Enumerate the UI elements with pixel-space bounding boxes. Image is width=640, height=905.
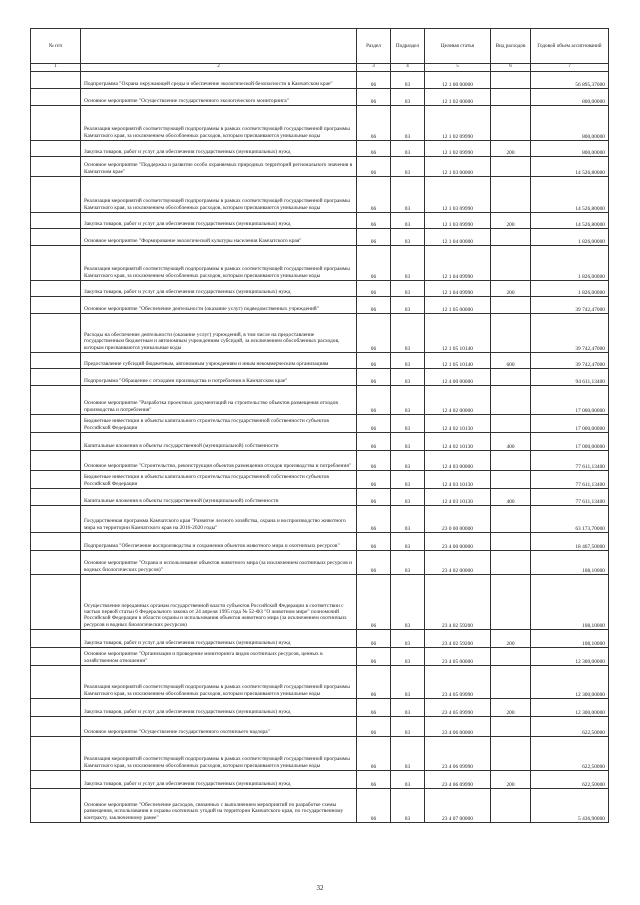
- row-name-cell: Основное мероприятие "Организация и проведение мониторинга видов охотничьих ресурсов, ценных в хозяйственном отношении": [81, 648, 357, 666]
- table-row: [31, 737, 609, 771]
- row-tsel-cell: 23 4 06 00000: [425, 717, 491, 737]
- table-row: [31, 297, 609, 314]
- row-number-cell: [31, 386, 81, 415]
- row-sum-cell: 63 173,70000: [531, 506, 609, 533]
- row-number-cell: [31, 737, 81, 771]
- row-name-cell: Закупка товаров, работ и услуг для обеспечения государственных (муниципальных) нужд: [81, 141, 357, 157]
- table-row: [31, 699, 609, 717]
- row-sum-cell: 800,00000: [531, 106, 609, 141]
- row-podrazdel-cell: 03: [391, 630, 425, 648]
- row-podrazdel-cell: 03: [391, 451, 425, 471]
- row-tsel-cell: 12 1 04 09990: [425, 281, 491, 297]
- row-razdel-cell: 06: [357, 213, 391, 229]
- row-tsel-cell: 23 4 06 09990: [425, 737, 491, 771]
- row-vid-cell: 200: [491, 699, 531, 717]
- row-razdel-cell: 06: [357, 246, 391, 281]
- row-vid-cell: 600: [491, 353, 531, 369]
- header-razdel: Раздел: [357, 29, 391, 64]
- row-sum-cell: 1 826,00000: [531, 281, 609, 297]
- row-podrazdel-cell: 03: [391, 281, 425, 297]
- row-number-cell: [31, 506, 81, 533]
- row-razdel-cell: 06: [357, 89, 391, 106]
- row-sum-cell: 5 436,90000: [531, 789, 609, 823]
- table-row: [31, 451, 609, 471]
- row-podrazdel-cell: 03: [391, 213, 425, 229]
- row-name-cell: Государственная программа Камчатского края "Развитие лесного хозяйства, охрана и воспроизводство животного мира на территории Камчатского края на 2016-2020 годы": [81, 506, 357, 533]
- row-number-cell: [31, 666, 81, 699]
- row-vid-cell: [491, 229, 531, 246]
- row-podrazdel-cell: 03: [391, 177, 425, 213]
- row-razdel-cell: 06: [357, 177, 391, 213]
- row-sum-cell: 77 611,13400: [531, 451, 609, 471]
- row-vid-cell: [491, 789, 531, 823]
- row-name-cell: Основное мероприятие "Осуществление государственного охотничьего надзора": [81, 717, 357, 737]
- row-number-cell: [31, 177, 81, 213]
- header-num: № п/п: [31, 29, 81, 64]
- row-vid-cell: 200: [491, 630, 531, 648]
- row-sum-cell: 17 000,00000: [531, 433, 609, 451]
- table-row: [31, 533, 609, 551]
- column-index: 4: [391, 64, 425, 72]
- row-razdel-cell: 06: [357, 551, 391, 575]
- row-name-cell: Подпрограмма "Обращение с отходами производства и потребления в Камчатском крае": [81, 369, 357, 386]
- row-sum-cell: 622,50000: [531, 771, 609, 789]
- table-row: [31, 789, 609, 823]
- row-vid-cell: [491, 72, 531, 89]
- row-vid-cell: [491, 551, 531, 575]
- row-number-cell: [31, 89, 81, 106]
- row-podrazdel-cell: 03: [391, 489, 425, 506]
- row-sum-cell: 18 467,50000: [531, 533, 609, 551]
- row-number-cell: [31, 489, 81, 506]
- row-tsel-cell: 12 4 02 10130: [425, 433, 491, 451]
- row-tsel-cell: 23 4 07 00000: [425, 789, 491, 823]
- row-razdel-cell: 06: [357, 281, 391, 297]
- table-row: [31, 648, 609, 666]
- row-vid-cell: [491, 506, 531, 533]
- row-name-cell: Реализация мероприятий соответствующей подпрограммы в рамках соответствующей государственной программы Камчатского края, за исключением обособленных расходов, которым присваиваются уникальные коды: [81, 246, 357, 281]
- row-podrazdel-cell: 03: [391, 89, 425, 106]
- row-sum-cell: 108,10000: [531, 630, 609, 648]
- row-tsel-cell: 12 1 03 00000: [425, 157, 491, 177]
- row-podrazdel-cell: 03: [391, 648, 425, 666]
- row-vid-cell: [491, 246, 531, 281]
- row-razdel-cell: 06: [357, 415, 391, 433]
- row-vid-cell: [491, 415, 531, 433]
- row-number-cell: [31, 157, 81, 177]
- row-razdel-cell: 06: [357, 297, 391, 314]
- row-tsel-cell: 23 4 02 59200: [425, 575, 491, 630]
- row-vid-cell: [491, 737, 531, 771]
- row-name-cell: Осуществление переданных органам государственной власти субъектов Российской Федерации в соответствии с частью первой статьи 6 Федерального закона от 24 апреля 1995 года № 52-ФЗ "О животном мире" полномочий Российской Федерации в области охраны и использования объектов животного мира (за исключением охотничьих ресурсов и водных биологических ресурсов): [81, 575, 357, 630]
- table-row: [31, 717, 609, 737]
- row-name-cell: Подпрограмма "Охрана окружающей среды и обеспечение экологической безопасности в Камчатском крае": [81, 72, 357, 89]
- header-name: [81, 29, 357, 64]
- table-row: [31, 551, 609, 575]
- row-sum-cell: 108,10000: [531, 575, 609, 630]
- row-podrazdel-cell: 03: [391, 699, 425, 717]
- row-vid-cell: [491, 717, 531, 737]
- row-tsel-cell: 12 1 02 09990: [425, 106, 491, 141]
- row-name-cell: Закупка товаров, работ и услуг для обеспечения государственных (муниципальных) нужд: [81, 281, 357, 297]
- row-sum-cell: 77 611,13400: [531, 471, 609, 489]
- row-number-cell: [31, 229, 81, 246]
- row-podrazdel-cell: 03: [391, 506, 425, 533]
- row-podrazdel-cell: 03: [391, 717, 425, 737]
- row-vid-cell: [491, 177, 531, 213]
- row-tsel-cell: 12 4 03 00000: [425, 451, 491, 471]
- row-tsel-cell: 23 4 02 00000: [425, 551, 491, 575]
- row-name-cell: Основное мероприятие "Обеспечение деятельности (оказание услуг) подведомственных учреждений": [81, 297, 357, 314]
- row-name-cell: Основное мероприятие "Охрана и использование объектов животного мира (за исключением охотничьих ресурсов и водных биологических ресурсов)": [81, 551, 357, 575]
- column-index: 1: [31, 64, 81, 72]
- row-razdel-cell: 06: [357, 106, 391, 141]
- row-vid-cell: [491, 89, 531, 106]
- row-podrazdel-cell: 03: [391, 314, 425, 353]
- header-podrazdel: Подраздел: [391, 29, 425, 64]
- table-row: [31, 415, 609, 433]
- row-name-cell: Основное мероприятие "Поддержка и развитие особо охраняемых природных территорий регионального значения в Камчатском крае": [81, 157, 357, 177]
- row-podrazdel-cell: 03: [391, 551, 425, 575]
- row-tsel-cell: 12 1 02 09990: [425, 141, 491, 157]
- header-tsel: Целевая статья: [425, 29, 491, 64]
- row-vid-cell: [491, 106, 531, 141]
- row-sum-cell: 622,50000: [531, 717, 609, 737]
- row-razdel-cell: 06: [357, 789, 391, 823]
- row-name-cell: Капитальные вложения в объекты государственной (муниципальной) собственности: [81, 489, 357, 506]
- row-podrazdel-cell: 03: [391, 433, 425, 451]
- row-vid-cell: 200: [491, 213, 531, 229]
- row-sum-cell: 800,00000: [531, 141, 609, 157]
- row-number-cell: [31, 106, 81, 141]
- row-tsel-cell: 12 4 02 10130: [425, 415, 491, 433]
- table-row: [31, 246, 609, 281]
- table-row: [31, 314, 609, 353]
- row-sum-cell: 17 000,00000: [531, 386, 609, 415]
- table-row: [31, 666, 609, 699]
- column-index: 5: [425, 64, 491, 72]
- row-vid-cell: 400: [491, 433, 531, 451]
- row-number-cell: [31, 281, 81, 297]
- row-tsel-cell: 12 1 04 09990: [425, 246, 491, 281]
- row-tsel-cell: 23 4 06 09990: [425, 771, 491, 789]
- row-razdel-cell: 06: [357, 369, 391, 386]
- row-number-cell: [31, 471, 81, 489]
- row-vid-cell: 200: [491, 141, 531, 157]
- row-razdel-cell: 06: [357, 737, 391, 771]
- row-number-cell: [31, 246, 81, 281]
- row-sum-cell: 56 895,37000: [531, 72, 609, 89]
- row-sum-cell: 1 826,00000: [531, 229, 609, 246]
- row-razdel-cell: 06: [357, 141, 391, 157]
- row-razdel-cell: 06: [357, 386, 391, 415]
- row-podrazdel-cell: 03: [391, 246, 425, 281]
- row-tsel-cell: 12 4 00 00000: [425, 369, 491, 386]
- column-index: 6: [491, 64, 531, 72]
- row-name-cell: Основное мероприятие "Осуществление государственного экологического мониторинга": [81, 89, 357, 106]
- row-name-cell: Закупка товаров, работ и услуг для обеспечения государственных (муниципальных) нужд: [81, 213, 357, 229]
- row-podrazdel-cell: 03: [391, 369, 425, 386]
- row-name-cell: Закупка товаров, работ и услуг для обеспечения государственных (муниципальных) нужд: [81, 771, 357, 789]
- row-razdel-cell: 06: [357, 533, 391, 551]
- row-tsel-cell: 12 1 02 00000: [425, 89, 491, 106]
- row-podrazdel-cell: 03: [391, 141, 425, 157]
- row-vid-cell: 400: [491, 489, 531, 506]
- row-podrazdel-cell: 03: [391, 297, 425, 314]
- row-tsel-cell: 12 4 03 10130: [425, 471, 491, 489]
- row-vid-cell: [491, 157, 531, 177]
- table-row: [31, 72, 609, 89]
- row-tsel-cell: 23 4 05 09990: [425, 699, 491, 717]
- row-podrazdel-cell: 03: [391, 72, 425, 89]
- row-number-cell: [31, 648, 81, 666]
- row-podrazdel-cell: 03: [391, 771, 425, 789]
- row-number-cell: [31, 717, 81, 737]
- row-sum-cell: 14 526,80000: [531, 213, 609, 229]
- row-number-cell: [31, 699, 81, 717]
- row-name-cell: Капитальные вложения в объекты государственной (муниципальной) собственности: [81, 433, 357, 451]
- row-podrazdel-cell: 03: [391, 471, 425, 489]
- row-sum-cell: 12 300,00000: [531, 699, 609, 717]
- row-razdel-cell: 06: [357, 451, 391, 471]
- row-podrazdel-cell: 03: [391, 353, 425, 369]
- row-name-cell: Основное мероприятие "Обеспечение расходов, связанных с выполнением мероприятий по разработке схемы размещения, использования и охраны охотничьих угодий на территории Камчатского края, по государственному контракту, заключенному ранее": [81, 789, 357, 823]
- row-podrazdel-cell: 03: [391, 157, 425, 177]
- table-row: [31, 369, 609, 386]
- row-razdel-cell: 06: [357, 699, 391, 717]
- row-tsel-cell: 12 1 00 00000: [425, 72, 491, 89]
- row-razdel-cell: 06: [357, 314, 391, 353]
- table-row: [31, 575, 609, 630]
- table-row: [31, 106, 609, 141]
- column-index: 2: [81, 64, 357, 72]
- budget-table: [30, 28, 609, 823]
- table-row: [31, 177, 609, 213]
- table-row: [31, 229, 609, 246]
- header-sum: Годовой объем ассигнований: [531, 29, 609, 64]
- row-vid-cell: [491, 386, 531, 415]
- table-row: [31, 471, 609, 489]
- row-number-cell: [31, 451, 81, 471]
- row-vid-cell: [491, 314, 531, 353]
- table-row: [31, 353, 609, 369]
- row-name-cell: Подпрограмма "Обеспечение воспроизводства и сохранения объектов животного мира и охотничьих ресурсов": [81, 533, 357, 551]
- row-name-cell: Бюджетные инвестиции в объекты капитального строительства государственной собственности субъектов Российской Федерации: [81, 471, 357, 489]
- budget-page: [30, 28, 608, 823]
- row-sum-cell: 14 526,80000: [531, 177, 609, 213]
- row-sum-cell: 77 611,13400: [531, 489, 609, 506]
- row-podrazdel-cell: 03: [391, 106, 425, 141]
- column-index: 3: [357, 64, 391, 72]
- table-row: [31, 141, 609, 157]
- row-vid-cell: [491, 471, 531, 489]
- row-tsel-cell: 23 4 05 00000: [425, 648, 491, 666]
- row-name-cell: Закупка товаров, работ и услуг для обеспечения государственных (муниципальных) нужд: [81, 630, 357, 648]
- row-vid-cell: [491, 575, 531, 630]
- row-tsel-cell: 23 0 00 00000: [425, 506, 491, 533]
- row-tsel-cell: 23 4 02 59200: [425, 630, 491, 648]
- row-podrazdel-cell: 03: [391, 386, 425, 415]
- row-vid-cell: [491, 666, 531, 699]
- table-row: [31, 771, 609, 789]
- row-number-cell: [31, 789, 81, 823]
- row-name-cell: Предоставление субсидий бюджетным, автономным учреждениям и иным некоммерческим организациям: [81, 353, 357, 369]
- row-name-cell: Бюджетные инвестиции в объекты капитального строительства государственной собственности субъектов Российской Федерации: [81, 415, 357, 433]
- table-header-row: [31, 29, 609, 64]
- row-razdel-cell: 06: [357, 717, 391, 737]
- row-razdel-cell: 06: [357, 157, 391, 177]
- row-name-cell: Основное мероприятие "Строительство, реконструкция объектов размещения отходов производства и потребления": [81, 451, 357, 471]
- row-number-cell: [31, 213, 81, 229]
- row-podrazdel-cell: 03: [391, 789, 425, 823]
- header-vid: Вид расходов: [491, 29, 531, 64]
- row-tsel-cell: 12 1 05 00000: [425, 297, 491, 314]
- row-sum-cell: 108,10000: [531, 551, 609, 575]
- row-number-cell: [31, 314, 81, 353]
- row-podrazdel-cell: 03: [391, 415, 425, 433]
- row-sum-cell: 39 742,47000: [531, 353, 609, 369]
- row-number-cell: [31, 141, 81, 157]
- row-number-cell: [31, 369, 81, 386]
- row-sum-cell: 17 000,00000: [531, 415, 609, 433]
- row-sum-cell: 39 742,47000: [531, 297, 609, 314]
- row-name-cell: Основное мероприятие "Формирование экологической культуры населения Камчатского края": [81, 229, 357, 246]
- row-vid-cell: [491, 533, 531, 551]
- row-tsel-cell: 12 1 05 10140: [425, 314, 491, 353]
- row-name-cell: Расходы на обеспечение деятельности (оказание услуг) учреждений, в том числе на предоставление государственным бюджетным и автономным учреждениям субсидий, за исключением обособленных расходов, которым присваиваются уникальные коды: [81, 314, 357, 353]
- row-razdel-cell: 06: [357, 648, 391, 666]
- row-number-cell: [31, 415, 81, 433]
- row-vid-cell: [491, 297, 531, 314]
- row-razdel-cell: 06: [357, 471, 391, 489]
- row-tsel-cell: 12 4 03 10130: [425, 489, 491, 506]
- table-row: [31, 213, 609, 229]
- row-name-cell: Основное мероприятие "Разработка проектных документаций на строительство объектов размещения отходов производства и потребления": [81, 386, 357, 415]
- row-name-cell: Реализация мероприятий соответствующей подпрограммы в рамках соответствующей государственной программы Камчатского края, за исключением обособленных расходов, которым присваиваются уникальные коды: [81, 666, 357, 699]
- row-number-cell: [31, 353, 81, 369]
- row-sum-cell: 800,00000: [531, 89, 609, 106]
- row-tsel-cell: 12 1 05 10140: [425, 353, 491, 369]
- row-podrazdel-cell: 03: [391, 229, 425, 246]
- column-index-row: [31, 64, 609, 72]
- row-razdel-cell: 06: [357, 353, 391, 369]
- row-razdel-cell: 06: [357, 630, 391, 648]
- row-number-cell: [31, 533, 81, 551]
- table-row: [31, 157, 609, 177]
- row-number-cell: [31, 72, 81, 89]
- row-number-cell: [31, 771, 81, 789]
- row-razdel-cell: 06: [357, 771, 391, 789]
- row-tsel-cell: 23 4 00 00000: [425, 533, 491, 551]
- row-vid-cell: [491, 369, 531, 386]
- row-razdel-cell: 06: [357, 433, 391, 451]
- table-row: [31, 630, 609, 648]
- table-row: [31, 386, 609, 415]
- row-podrazdel-cell: 03: [391, 575, 425, 630]
- row-vid-cell: 200: [491, 771, 531, 789]
- row-razdel-cell: 06: [357, 72, 391, 89]
- row-number-cell: [31, 551, 81, 575]
- row-razdel-cell: 06: [357, 229, 391, 246]
- row-podrazdel-cell: 03: [391, 666, 425, 699]
- row-tsel-cell: 23 4 05 09990: [425, 666, 491, 699]
- row-tsel-cell: 12 1 03 09990: [425, 213, 491, 229]
- row-name-cell: Реализация мероприятий соответствующей подпрограммы в рамках соответствующей государственной программы Камчатского края, за исключением обособленных расходов, которым присваиваются уникальные коды: [81, 106, 357, 141]
- row-sum-cell: 12 300,00000: [531, 666, 609, 699]
- row-tsel-cell: 12 1 04 00000: [425, 229, 491, 246]
- row-vid-cell: 200: [491, 281, 531, 297]
- row-number-cell: [31, 575, 81, 630]
- row-tsel-cell: 12 1 03 09990: [425, 177, 491, 213]
- row-razdel-cell: 06: [357, 489, 391, 506]
- row-name-cell: Реализация мероприятий соответствующей подпрограммы в рамках соответствующей государственной программы Камчатского края, за исключением обособленных расходов, которым присваиваются уникальные коды: [81, 177, 357, 213]
- row-number-cell: [31, 630, 81, 648]
- row-sum-cell: 94 611,13400: [531, 369, 609, 386]
- row-sum-cell: 14 526,80000: [531, 157, 609, 177]
- row-name-cell: Реализация мероприятий соответствующей подпрограммы в рамках соответствующей государственной программы Камчатского края, за исключением обособленных расходов, которым присваиваются уникальные коды: [81, 737, 357, 771]
- row-podrazdel-cell: 03: [391, 737, 425, 771]
- column-index: 7: [531, 64, 609, 72]
- table-row: [31, 506, 609, 533]
- table-row: [31, 281, 609, 297]
- table-row: [31, 489, 609, 506]
- row-razdel-cell: 06: [357, 666, 391, 699]
- row-number-cell: [31, 297, 81, 314]
- row-sum-cell: 1 826,00000: [531, 246, 609, 281]
- row-number-cell: [31, 433, 81, 451]
- row-vid-cell: [491, 648, 531, 666]
- row-vid-cell: [491, 451, 531, 471]
- row-tsel-cell: 12 4 02 00000: [425, 386, 491, 415]
- table-row: [31, 433, 609, 451]
- row-sum-cell: 39 742,47000: [531, 314, 609, 353]
- row-sum-cell: 622,50000: [531, 737, 609, 771]
- row-razdel-cell: 06: [357, 575, 391, 630]
- row-sum-cell: 12 300,00000: [531, 648, 609, 666]
- page-number: 32: [316, 884, 324, 892]
- row-podrazdel-cell: 03: [391, 533, 425, 551]
- table-body: [31, 72, 609, 823]
- table-row: [31, 89, 609, 106]
- row-name-cell: Закупка товаров, работ и услуг для обеспечения государственных (муниципальных) нужд: [81, 699, 357, 717]
- row-razdel-cell: 06: [357, 506, 391, 533]
